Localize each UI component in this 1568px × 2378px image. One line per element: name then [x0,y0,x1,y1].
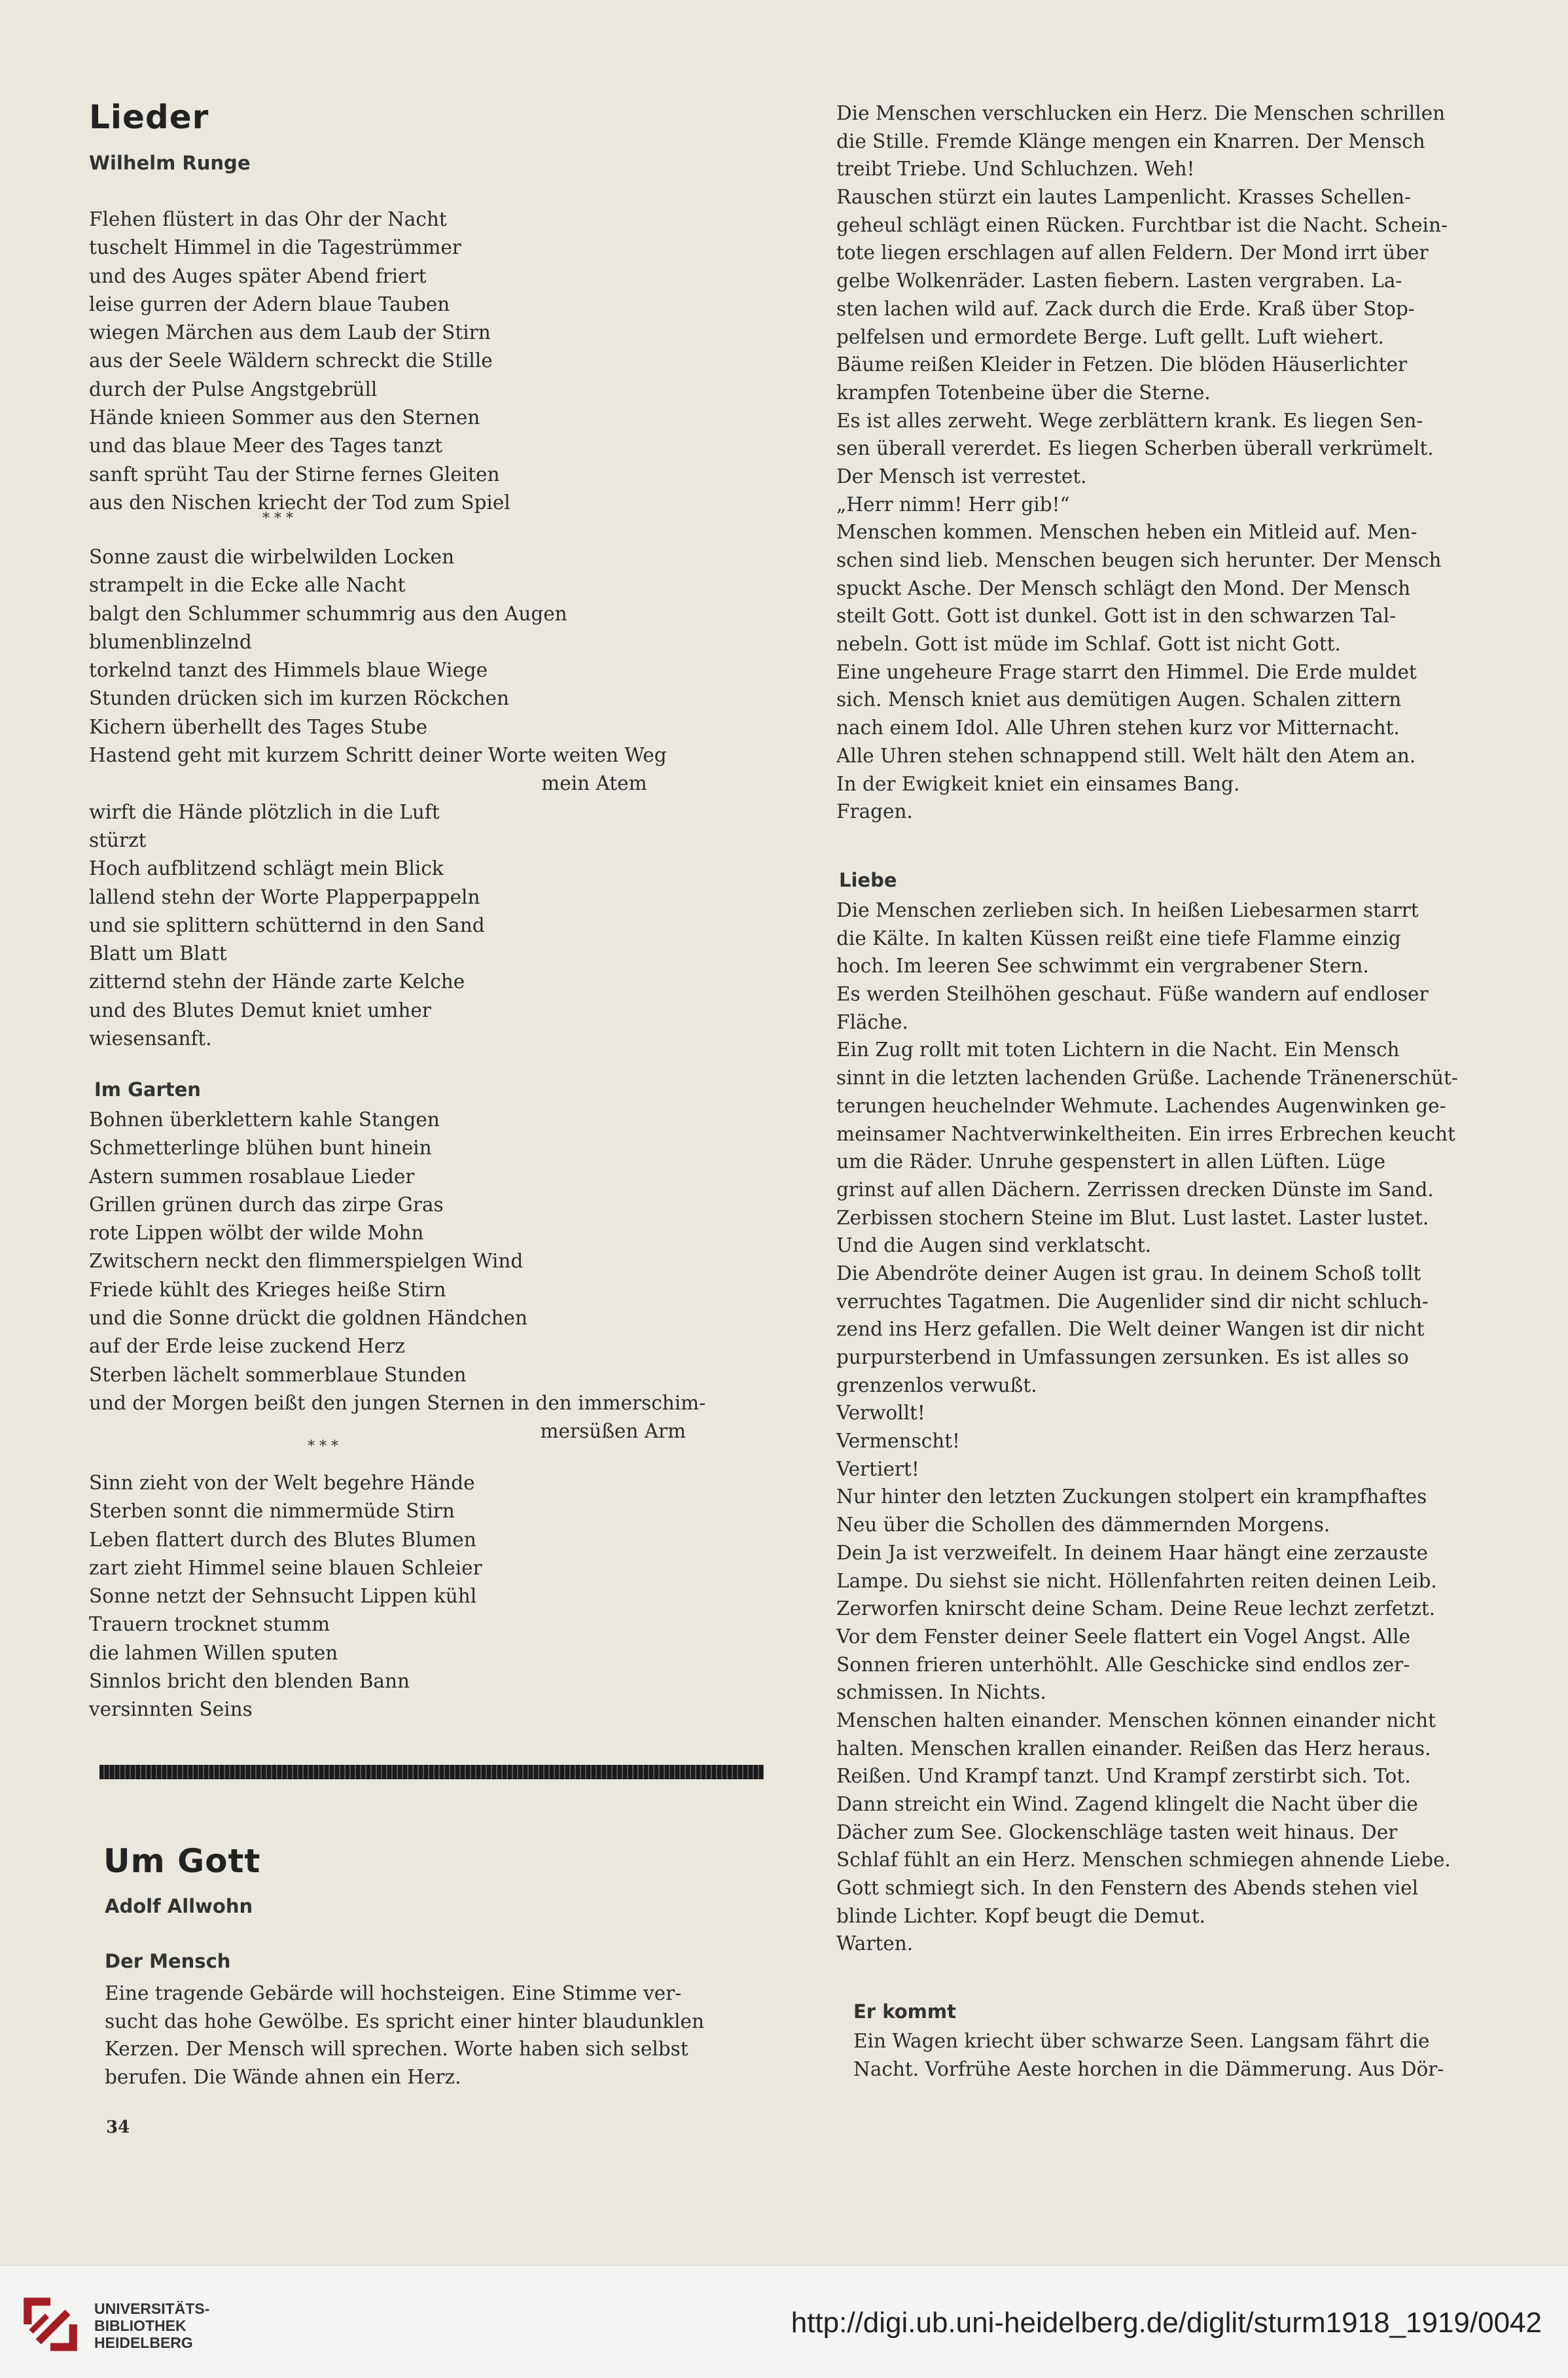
text-line: meinsamer Nachtverwinkeltheiten. Ein irres Erbrechen keucht [836,1122,1455,1145]
text-line: Sterben sonnt die nimmermüde Stirn [89,1500,455,1523]
mensch-heading: Der Mensch [105,1950,231,1972]
text-line: Und die Augen sind verklatscht. [836,1234,1152,1257]
text-line: Flehen flüstert in das Ohr der Nacht [89,208,447,230]
text-line: und des Auges später Abend friert [89,264,427,287]
text-line: pelfelsen und ermordete Berge. Luft gellt. Luft wiehert. [836,325,1384,348]
text-line: Dächer zum See. Glockenschläge tasten weit hinaus. Der [836,1820,1398,1843]
article-title: Um Gott [103,1842,261,1880]
text-line: Fragen. [836,800,913,823]
text-line: zend ins Herz gefallen. Die Welt deiner Wangen ist dir nicht [836,1318,1425,1341]
er-kommt-heading: Er kommt [853,2000,956,2023]
text-line: Gott schmiegt sich. In den Fenstern des Abends stehen viel [836,1877,1419,1900]
text-line: Astern summen rosablaue Lieder [89,1165,415,1188]
text-line: schen sind lieb. Menschen beugen sich herunter. Der Mensch [836,549,1442,571]
text-line: nebeln. Gott ist müde im Schlaf. Gott ist nicht Gott. [836,633,1341,656]
poem-1 [89,205,510,517]
text-line: Sonnen frieren unterhöhlt. Alle Geschicke sind endlos zer- [836,1653,1410,1676]
text-line: die Stille. Fremde Klänge mengen ein Knarren. Der Mensch [836,130,1425,152]
text-line: aus den Nischen kriecht der Tod zum Spiel [89,491,510,514]
text-line: sucht das hohe Gewölbe. Es spricht einer hinter blaudunklen [105,2010,705,2032]
text-line: blinde Lichter. Kopf beugt die Demut. [836,1904,1206,1927]
text-line: Trauern trocknet stumm [89,1613,330,1636]
text-line: Die Menschen zerlieben sich. In heißen Liebesarmen starrt [836,899,1419,921]
text-line: tote liegen erschlagen auf allen Feldern. Der Mond irrt über [836,241,1429,264]
text-line: leise gurren der Adern blaue Tauben [89,293,450,315]
text-line: sen überall vererdet. Es liegen Scherben überall verkrümelt. [836,437,1434,460]
mensch-text [105,1979,704,2091]
text-line: Die Abendröte deiner Augen ist grau. In deinem Schoß tollt [836,1262,1421,1285]
liebe-text [836,896,1458,1958]
poem-title: Lieder [89,98,209,136]
text-line: Stunden drücken sich im kurzen Röckchen [89,687,509,710]
text-line: Verwollt! [836,1402,925,1425]
text-line: krampfen Totenbeine über die Sterne. [836,381,1211,404]
text-line: Grillen grünen durch das zirpe Gras [89,1193,444,1216]
text-line: zitternd stehn der Hände zarte Kelche [89,970,465,993]
text-line: Menschen halten einander. Menschen können einander nicht [836,1709,1436,1731]
text-line: stürzt [89,828,147,851]
text-line: nach einem Idol. Alle Uhren stehen kurz vor Mitternacht. [836,717,1400,739]
liebe-heading: Liebe [839,869,897,891]
text-line: sten lachen wild auf. Zack durch die Erde. Kraß über Stop- [836,297,1415,320]
text-line: Sonne zaust die wirbelwilden Locken [89,546,455,568]
text-line: purpursterbend in Umfassungen zersunken. Es ist alles so [836,1346,1409,1368]
text-line: grinst auf allen Dächern. Zerrissen drecken Dünste im Sand. [836,1178,1434,1201]
text-line: berufen. Die Wände ahnen ein Herz. [105,2066,461,2089]
text-line: durch der Pulse Angstgebrüll [89,378,378,400]
text-line: Menschen kommen. Menschen heben ein Mitleid auf. Men- [836,521,1417,544]
text-line: Ein Wagen kriecht über schwarze Seen. Langsam fährt die [853,2030,1430,2052]
text-line: Kichern überhellt des Tages Stube [89,715,428,738]
text-line: Bäume reißen Kleider in Fetzen. Die blöden Häuserlichter [836,353,1408,376]
text-line: Eine ungeheure Frage starrt den Himmel. Die Erde muldet [836,660,1417,683]
library-name: UNIVERSITÄTS- BIBLIOTHEK HEIDELBERG [94,2300,210,2351]
text-line: um die Räder. Unruhe gespenstert in allen Lüften. Lüge [836,1150,1385,1173]
text-line: Dein Ja ist verzweifelt. In deinem Haar hängt eine zerzauste [836,1541,1428,1564]
text-line: strampelt in die Ecke alle Nacht [89,574,406,597]
text-line: Vor dem Fenster deiner Seele flattert ein Vogel Angst. Alle [836,1625,1410,1648]
text-line: Warten. [836,1932,914,1955]
article-author: Adolf Allwohn [105,1895,253,1917]
text-line: Schlaf fühlt an ein Herz. Menschen schmiegen ahnende Liebe. [836,1849,1451,1872]
text-line: tuschelt Himmel in die Tagestrümmer [89,236,461,259]
text-line: Vertiert! [836,1457,919,1480]
text-line: Fläche. [836,1010,908,1033]
text-line: Hände knieen Sommer aus den Sternen [89,406,480,429]
text-line: Es werden Steilhöhen geschaut. Füße wandern auf endloser [836,983,1429,1006]
text-line: Rauschen stürzt ein lautes Lampenlicht. Krasses Schellen- [836,186,1411,209]
text-line: Hastend geht mit kurzem Schritt deiner Worte weiten Weg [89,744,667,767]
text-line: Leben flattert durch des Blutes Blumen [89,1528,476,1551]
text-line: Vermenscht! [836,1430,960,1453]
text-line: die Kälte. In kalten Küssen reißt eine tiefe Flamme einzig [836,927,1401,949]
text-line: Sonne netzt der Sehnsucht Lippen kühl [89,1585,477,1608]
poem-garten [89,1106,705,1446]
text-line: sich. Mensch kniet aus demütigen Augen. Schalen zittern [836,688,1402,711]
text-line: Sterben lächelt sommerblaue Stunden [89,1363,467,1386]
text-line: zart zieht Himmel seine blauen Schleier [89,1556,482,1579]
text-line: In der Ewigkeit kniet ein einsames Bang. [836,772,1240,795]
section-stars-2: * * * [308,1438,338,1455]
text-line: Zerbissen stochern Steine im Blut. Lust lastet. Laster lustet. [836,1206,1429,1229]
text-line: sinnt in die letzten lachenden Grüße. Lachende Tränenerschüt- [836,1067,1458,1090]
text-line: und die Sonne drückt die goldnen Händchen [89,1307,527,1330]
text-line: Nur hinter den letzten Zuckungen stolpert ein krampfhaftes [836,1485,1427,1508]
text-line: verruchtes Tagatmen. Die Augenlider sind dir nicht schluch- [836,1290,1429,1313]
text-line: sanft sprüht Tau der Stirne fernes Gleiten [89,463,500,486]
text-line: Neu über die Schollen des dämmernden Morgens. [836,1514,1330,1536]
text-line: Bohnen überklettern kahle Stangen [89,1109,440,1131]
text-line: wiesensanft. [89,1027,212,1050]
text-line: und sie splittern schütternd in den Sand [89,914,485,936]
text-line: blumenblinzelnd [89,630,252,653]
library-footer [0,2265,1568,2378]
text-line: Friede kühlt des Krieges heiße Stirn [89,1278,446,1301]
text-line: Sinnlos bricht den blenden Bann [89,1670,410,1693]
text-line: hoch. Im leeren See schwimmt ein vergrabener Stern. [836,955,1369,978]
text-line: wiegen Märchen aus dem Laub der Stirn [89,321,491,344]
text-line: und das blaue Meer des Tages tanzt [89,435,443,457]
text-line: Schmetterlinge blühen bunt hinein [89,1137,432,1160]
text-line: aus der Seele Wäldern schreckt die Stille [89,349,493,372]
text-line: und des Blutes Demut kniet umher [89,999,431,1021]
text-line: balgt den Schlummer schummrig aus den Augen [89,602,567,625]
er-kommt-text [853,2027,1444,2083]
text-line: lallend stehn der Worte Plapperpappeln [89,885,480,908]
text-line: schmissen. In Nichts. [836,1681,1046,1704]
text-line: mein Atem [541,772,647,795]
text-line: mersüßen Arm [540,1420,686,1443]
text-line: Ein Zug rollt mit toten Lichtern in die Nacht. Ein Mensch [836,1038,1400,1061]
text-line: Blatt um Blatt [89,942,227,965]
text-line: „Herr nimm! Herr gib!“ [836,493,1070,516]
text-line: Die Menschen verschlucken ein Herz. Die Menschen schrillen [836,102,1446,124]
text-line: treibt Triebe. Und Schluchzen. Weh! [836,158,1195,181]
text-line: gelbe Wolkenräder. Lasten fiebern. Lasten vergraben. La- [836,270,1402,293]
text-line: Eine tragende Gebärde will hochsteigen. Eine Stimme ver- [105,1982,682,2004]
mensch-continued-text [836,99,1448,826]
text-line: Zerworfen knirscht deine Scham. Deine Reue lechzt zerfetzt. [836,1597,1436,1620]
text-line: Reißen. Und Krampf tanzt. Und Krampf zerstirbt sich. Tot. [836,1765,1411,1788]
text-line: geheul schlägt einen Rücken. Furchtbar ist die Nacht. Schein- [836,213,1448,236]
section-divider [99,1765,764,1779]
author-name: Wilhelm Runge [89,152,251,174]
text-line: die lahmen Willen sputen [89,1641,338,1664]
text-line: halten. Menschen krallen einander. Reißen das Herz heraus. [836,1737,1431,1760]
text-line: Lampe. Du siehst sie nicht. Höllenfahrten reiten deinen Leib. [836,1569,1437,1592]
text-line: auf der Erde leise zuckend Herz [89,1335,405,1358]
poem-2 [89,543,667,1053]
text-line: spuckt Asche. Der Mensch schlägt den Mond. Der Mensch [836,577,1411,599]
poem-4 [89,1469,482,1724]
source-url-link[interactable]: http://digi.ub.uni-heidelberg.de/diglit/sturm1918_1919/0042 [791,2307,1542,2339]
text-line: torkelnd tanzt des Himmels blaue Wiege [89,659,488,682]
text-line: Dann streicht ein Wind. Zagend klingelt die Nacht über die [836,1793,1418,1815]
text-line: grenzenlos verwußt. [836,1374,1037,1396]
section-stars: * * * [262,510,293,527]
text-line: und der Morgen beißt den jungen Sternen in den immerschim- [89,1391,706,1414]
text-line: Kerzen. Der Mensch will sprechen. Worte haben sich selbst [105,2038,688,2061]
text-line: Zwitschern neckt den flimmerspielgen Wind [89,1250,524,1273]
text-line: Nacht. Vorfrühe Aeste horchen in die Dämmerung. Aus Dör- [853,2057,1444,2080]
text-line: steilt Gott. Gott ist dunkel. Gott ist in den schwarzen Tal- [836,605,1397,628]
text-line: Sinn zieht von der Welt begehre Hände [89,1472,475,1494]
garten-heading: Im Garten [94,1078,201,1101]
page-number: 34 [106,2118,130,2137]
text-line: rote Lippen wölbt der wilde Mohn [89,1222,424,1245]
text-line: Es ist alles zerweht. Wege zerblättern krank. Es liegen Sen- [836,409,1423,432]
text-line: terungen heuchelnder Wehmute. Lachendes Augenwinken ge- [836,1094,1446,1117]
text-line: Hoch aufblitzend schlägt mein Blick [89,857,444,880]
text-line: Der Mensch ist verrestet. [836,465,1087,488]
text-line: wirft die Hände plötzlich in die Luft [89,800,440,823]
university-library-logo-icon [17,2291,84,2358]
text-line: versinnten Seins [89,1698,253,1721]
text-line: Alle Uhren stehen schnappend still. Welt hält den Atem an. [836,744,1416,767]
